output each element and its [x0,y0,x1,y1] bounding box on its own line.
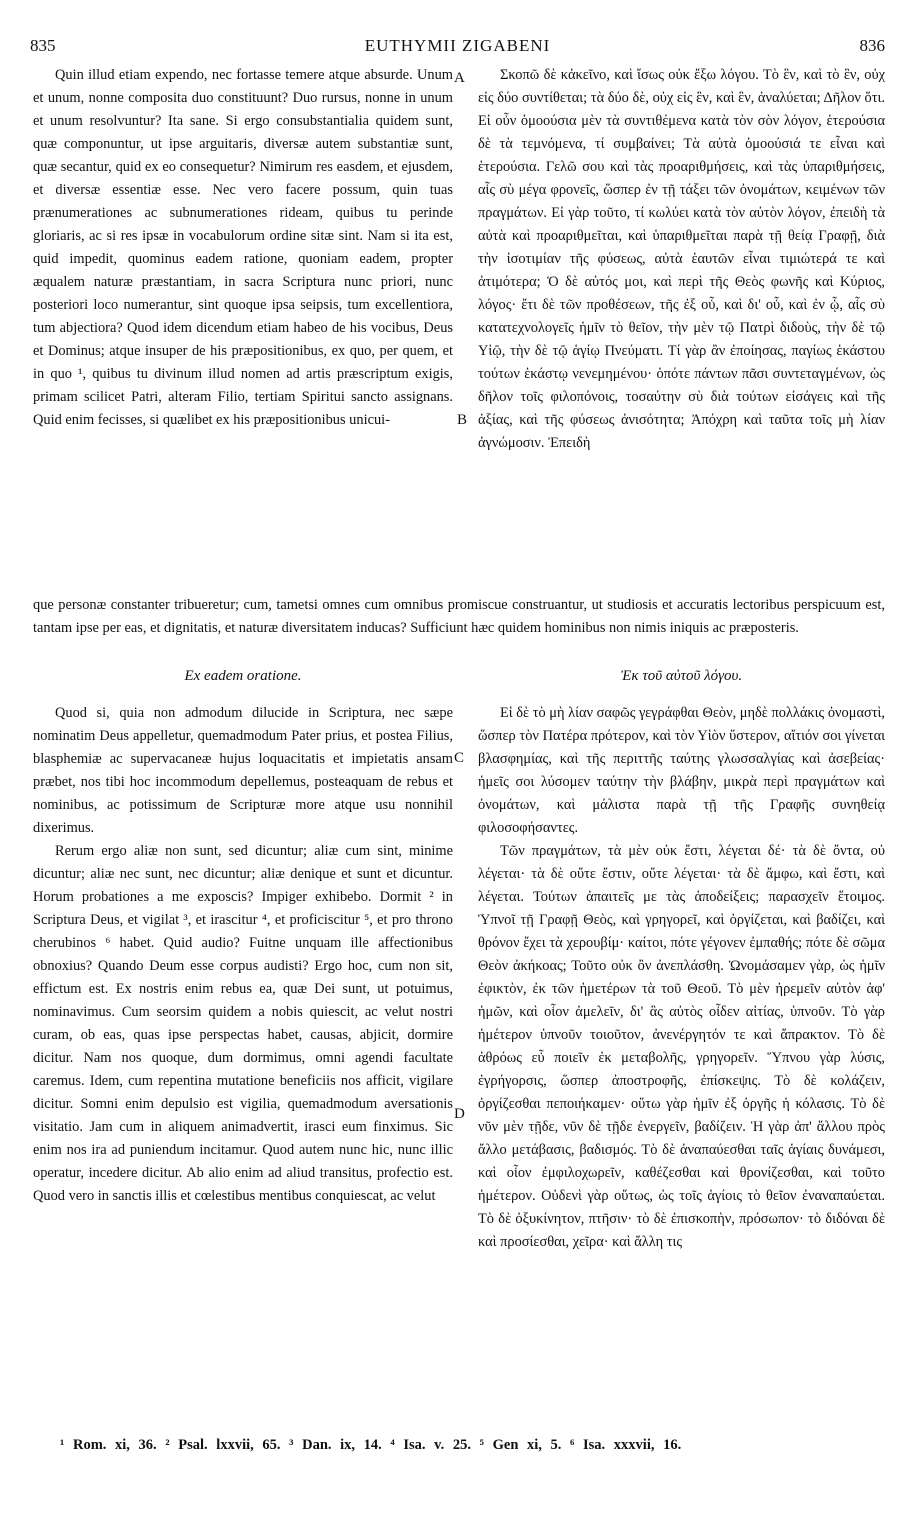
latin-section-title: Ex eadem oratione. [184,668,302,684]
right-page-number: 836 [859,36,885,55]
greek-paragraph: Σκοπῶ δὲ κἀκεῖνο, καὶ ἴσως οὐκ ἔξω λόγου. Τὸ ἓν, καὶ τὸ ἓν, οὐχ εἰς δύο συντίθεται; τὰ δύο δὲ, οὐχ εἰς ἓν, καὶ ἓν, ἀναλύεται; Δῆλον ὅτι. Εἰ οὖν ὁμοούσια μὲν τὰ συντιθέμενα κατὰ τὸν σὸν λόγον, ἑτερούσια δὲ τὰ τεμνόμενα, τί συμβαίνει; Τὰ αὐτὰ ὁμοούσιά τε εἶναι καὶ ἑτερούσια. Γελῶ σου καὶ τὰς προαριθμήσεις, καὶ τὰς ὑπαριθμήσεις, αἷς σὺ μέγα φρονεῖς, ὥσπερ ἐν τῇ τάξει τῶν ὀνομάτων, κειμένων τῶν πραγμάτων. Εἰ γὰρ τοῦτο, τί κωλύει κατὰ τὸν αὐτὸν λόγον, ἐπειδὴ τὰ αὐτὰ καὶ προαριθμεῖται, καὶ ὑπαριθμεῖται παρὰ τῇ θείᾳ Γραφῇ, διὰ τὴν ἰσοτιμίαν τῆς φύσεως, αὐτὰ ἑαυτῶν εἶναι τιμιώτερά τε καὶ ἀτιμότερα; Ὁ δὲ αὐτός μοι, καὶ περὶ τῆς Θεὸς φωνῆς καὶ Κύριος, λόγος· ἔτι δὲ τῶν προθέσεων, τῆς ἐξ οὗ, καὶ δι' οὗ, καὶ ἐν ᾧ, αἷς σὺ κατατεχνολογεῖς ἡμῖν τὸ θεῖον, τὴν μὲν τῷ Πατρὶ διδοὺς, τὴν δὲ τῷ Υἱῷ, τὴν δὲ τῷ ἁγίῳ Πνεύματι. Τί γὰρ ἂν ἐποίησας, παγίως ἑκάστου τούτων ἑκάστῳ νενεμημένου· ὁπότε πάντων πᾶσι συντεταγμένων, ὡς δῆλον τοῖς φιλοπόνοις, τοσαύτην σὺ διὰ τούτων εἰσάγεις καὶ τῆς ἀξίας, καὶ τῆς φύσεως ἀνισότητα; Ἀπόχρη καὶ ταῦτα τοῖς μὴ λίαν ἀγνώμοσιν. Ἐπειδὴ [478,67,885,451]
latin-tail-text: que personæ constanter tribueretur; cum, tametsi omnes cum omnibus promiscue construantur, ut studiosis et accuratis lectoribus perspicuum est, tantam ipse per eas, et dignitatis, et naturæ diversitatem inducas? Sufficiunt hæc quidem hominibus non nimis iniquis ac præposteris. [33,597,885,636]
latin-paragraph: Quod si, quia non admodum dilucide in Scriptura, nec sæpe nominatim Deus appelletur, quemadmodum Pater prius, et postea Filius, blasphemiæ ac supervacaneæ hujus loquacitatis et impietatis ansam præbet, nos tibi hoc incommodum depellemus, posteaquam de rebus et nominibus, ac potissimum de Scripturæ more atque usu nonnihil dixerimus. [33,705,453,836]
margin-letter-b: B [457,412,468,428]
latin-paragraph: Rerum ergo aliæ non sunt, sed dicuntur; aliæ cum sint, minime dicuntur; aliæ nec sunt, nec dicuntur; aliæ denique et sunt et dicuntur. Horum probationes a me exposcis? Impiger exhibebo. Dormit ² in Scriptura Deus, et vigilat ³, et irascitur ⁴, et proficiscitur ⁵, et pro throno cherubinos ⁶ habet. Quid audio? Fuitne unquam ille affectionibus obnoxius? Quando Deum esse corpus audisti? Ergo hoc, cum non sit, effictum est. Ex nostris enim rebus ea, quæ Dei sunt, ut potuimus, nominavimus. Cum seorsim quidem a nobis quiescit, ac velut nostri curam, ob eas, quas ipse perspectas habet, causas, abjicit, dormire dicitur. Nam nos quoque, dum dormimus, omni agendi facultate caremus. Idem, cum repentina mutatione beneficiis nos afficit, vigilare dicitur. Somni enim depulsio est vigilia, quemadmodum aversationis visitatio. Jam cum in aliquem animadvertit, irasci eum finximus. Sic enim nos ira ad puniendum incitamur. Quod autem nunc hic, nunc illic operatur, incedere dicitur. Ab alio enim ad aliud transitus, profectio est. Quod vero in sanctis illis et cœlestibus mentibus conquiescat, ac velut [33,843,453,1204]
greek-paragraph: Εἰ δὲ τὸ μὴ λίαν σαφῶς γεγράφθαι Θεὸν, μηδὲ πολλάκις ὀνομαστὶ, ὥσπερ τὸν Πατέρα πρότερον, καὶ τὸν Υἱὸν ὕστερον, αἴτιόν σοι γίνεται βλασφημίας, καὶ τῆς περιττῆς ταύτης γλωσσαλγίας καὶ ἀσεβείας· ἡμεῖς σοι λύσομεν ταύτην τὴν βλάβην, μικρὰ περὶ πραγμάτων καὶ ὀνομάτων, καὶ μάλιστα παρὰ τῇ τῆς Γραφῆς συνηθείᾳ φιλοσοφήσαντες. [478,705,885,836]
running-title: EUTHYMII ZIGABENI [364,36,551,55]
margin-letter-d: D [454,1106,465,1122]
greek-section-title: Ἐκ τοῦ αὐτοῦ λόγου. [620,668,743,684]
margin-letter-c: C [454,750,465,766]
margin-letter-a: A [454,70,465,86]
latin-column-2 [33,702,453,1208]
greek-paragraph: Τῶν πραγμάτων, τὰ μὲν οὐκ ἔστι, λέγεται δέ· τὰ δὲ ὄντα, οὐ λέγεται· τὰ δὲ οὔτε ἔστιν, οὔτε λέγεται· τὰ δὲ ἄμφω, καὶ ἔστι, καὶ λέγεται. Τούτων ἀπαιτεῖς με τὰς ἀποδείξεις; παρασχεῖν ἕτοιμος. Ὑπνοῖ τῇ Γραφῇ Θεὸς, καὶ γρηγορεῖ, καὶ ὀργίζεται, καὶ βαδίζει, καὶ θρόνον ἔχει τὰ χερουβίμ· καίτοι, πότε γέγονεν ἐμπαθής; πότε δὲ σῶμα Θεὸν ἀκήκοας; Τοῦτο οὐκ ὂν ἀνεπλάσθη. Ὠνομάσαμεν γὰρ, ὡς ἡμῖν ἐφικτὸν, ἐκ τῶν ἡμετέρων τὰ τοῦ Θεοῦ. Τὸ μὲν ἠρεμεῖν αὐτὸν ἀφ' ἡμῶν, καὶ οἷον ἀμελεῖν, δι' ἃς αὐτὸς οἶδεν αἰτίας, ὑπνοῦν. Τὸ γὰρ ἡμέτερον ὑπνοῦν τοιοῦτον, ἀνενέργητόν τε καὶ ἄπρακτον. Τὸ δὲ ἀθρόως εὖ ποιεῖν ἐκ μεταβολῆς, γρηγορεῖν. Ὕπνου γὰρ λύσις, ἐγρήγορσις, ὥσπερ ἀποστροφῆς, ἐπίσκεψις. Τὸ δὲ κολάζειν, ὀργίζεσθαι πεποιήκαμεν· οὕτω γὰρ ἡμῖν ἐξ ὀργῆς ἡ κόλασις. Τὸ δὲ νῦν μὲν τῇδε, νῦν δὲ τῇδε ἐνεργεῖν, βαδίζειν. Ἡ γὰρ ἀπ' ἄλλου πρὸς ἄλλο μετάβασις, βαδισμός. Τὸ δὲ ἀναπαύεσθαι ταῖς ἁγίαις δυνάμεσι, καὶ οἷον ἐμφιλοχωρεῖν, καθέζεσθαι καὶ θρονίζεσθαι, καὶ τοῦτο ἡμέτερον. Οὐδενὶ γὰρ οὕτως, ὡς τοῖς ἁγίοις τὸ θεῖον ἐναναπαύεται. Τὸ δὲ ὀξυκίνητον, πτῆσιν· τὸ δὲ ἐπισκοπὴν, πρόσωπον· τὸ διδόναι δὲ καὶ προσίεσθαι, χεῖρα· καὶ ἄλλη τις [478,843,885,1250]
greek-column-2 [478,702,885,1254]
latin-full-width-tail [33,594,885,640]
latin-column-1 [33,64,453,432]
latin-paragraph: Quin illud etiam expendo, nec fortasse temere atque absurde. Unum et unum, nonne composita duo constituunt? Duo rursus, nonne in unum et unum resolvuntur? Ita sane. Si ergo consubstantialia quidem sunt, quæ componuntur, ut ipse arguitaris, diversæ autem substantiæ sunt, quæ secantur, quid ex eo consequetur? Nimirum res easdem, et ejusdem, et diversæ essentiæ esse. Nec vero facere possum, quin tuas prænumerationes ac subnumerationes rideam, quibus tu perinde gloriaris, ac si res ipsæ in vocabulorum ordine sitæ sint. Nam si ita est, quid impedit, quominus eadem ratione, quoniam eadem, propter æqualem naturæ præstantiam, in sacra Scriptura nunc priori, nunc posteriori loco numerantur, sint quoque ipsa seipsis, tum excellentiora, tum abjectiora? Quod idem dicendum etiam habeo de his vocibus, Deus et Dominus; atque insuper de his præpositionibus, ex quo, per quem, et in quo ¹, quibus tu divinum illud nomen ad artis præscriptum exigis, primam scilicet Patri, alteram Filio, tertiam Spiritui sancto assignans. Quid enim fecisses, si quælibet ex his præpositionibus unicui- [33,67,453,428]
page-header [30,36,885,60]
greek-column-1 [478,64,885,455]
footnotes: ¹ Rom. xi, 36. ² Psal. lxxvii, 65. ³ Dan. ix, 14. ⁴ Isa. v. 25. ⁵ Gen xi, 5. ⁶ Isa. xxxvii, 16. [60,1437,682,1453]
left-page-number: 835 [30,36,56,55]
